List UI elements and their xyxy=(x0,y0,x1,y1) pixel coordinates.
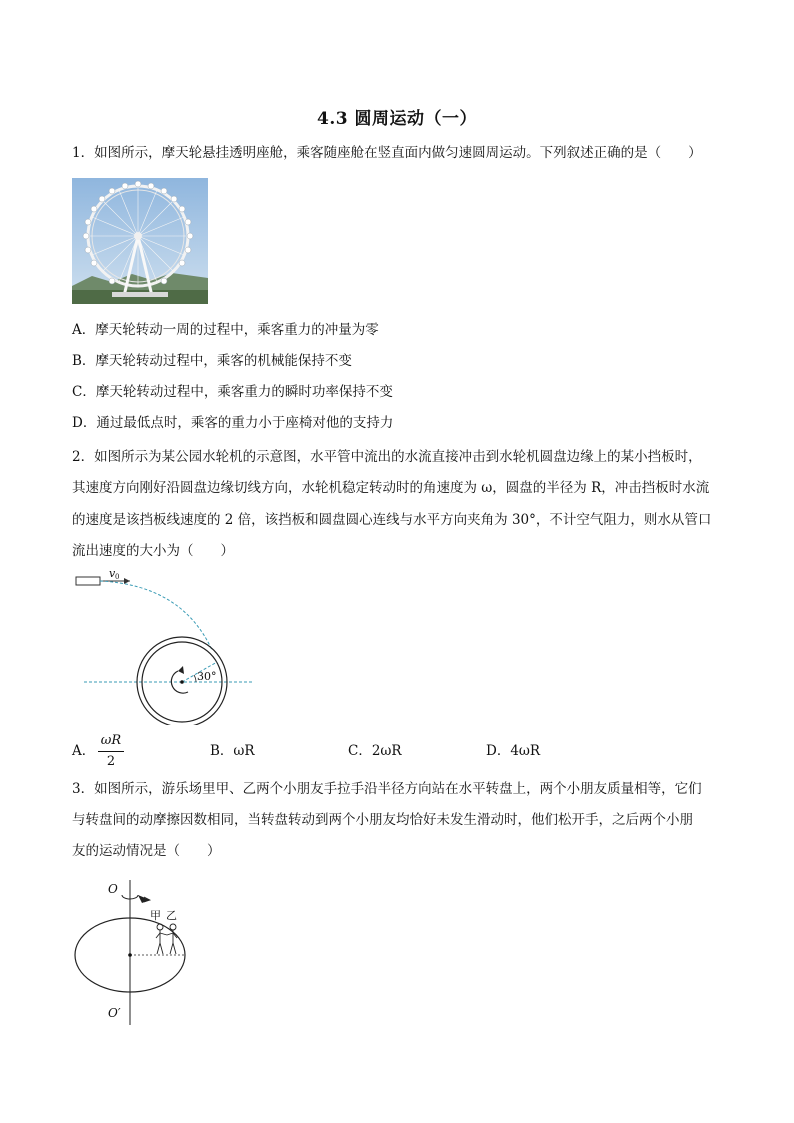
fraction-bar xyxy=(98,751,124,752)
water-wheel-figure xyxy=(72,565,272,729)
q2-line-2: 其速度方向刚好沿圆盘边缘切线方向，水轮机稳定转动时的角速度为 ω，圆盘的半径为 R，冲击挡板时水流 xyxy=(72,480,710,496)
q3-line-1: 3．如图所示，游乐场里甲、乙两个小朋友手拉手沿半径方向站在水平转盘上，两个小朋友质量相等，它们 xyxy=(72,781,702,797)
axis-bottom-label: O′ xyxy=(108,1006,121,1020)
turntable-figure xyxy=(70,875,210,1034)
velocity-label: v xyxy=(109,567,116,580)
fraction-denominator: 2 xyxy=(106,754,116,769)
q3-line-2: 与转盘间的动摩擦因数相同，当转盘转动到两个小朋友均恰好未发生滑动时，他们松开手，之后两个小朋 xyxy=(72,812,693,828)
fraction-numerator: ωR xyxy=(100,733,122,748)
axis-top-label: O xyxy=(108,882,118,896)
q1-option-b: B．摩天轮转动过程中，乘客的机械能保持不变 xyxy=(72,353,352,369)
q1-option-d: D．通过最低点时，乘客的重力小于座椅对他的支持力 xyxy=(72,415,394,431)
q1-option-c: C．摩天轮转动过程中，乘客重力的瞬时功率保持不变 xyxy=(72,384,393,400)
q2-line-4: 流出速度的大小为（ ） xyxy=(72,543,234,559)
page-title: 4.3 圆周运动（一） xyxy=(317,109,477,129)
q1-stem: 1．如图所示，摩天轮悬挂透明座舱，乘客随座舱在竖直面内做匀速圆周运动。下列叙述正确的是（ ） xyxy=(72,145,702,161)
velocity-subscript: 0 xyxy=(115,573,120,581)
kid-b-label: 乙 xyxy=(166,909,177,922)
q2-option-a-prefix: A． xyxy=(72,743,96,759)
q2-line-3: 的速度是该挡板线速度的 2 倍，该挡板和圆盘圆心连线与水平方向夹角为 30°，不计空气阻力，则水从管口 xyxy=(72,512,712,528)
q2-line-1: 2．如图所示为某公园水轮机的示意图，水平管中流出的水流直接冲击到水轮机圆盘边缘上的某小挡板时， xyxy=(72,449,702,465)
q2-option-d: D．4ωR xyxy=(486,743,541,759)
ferris-wheel-photo xyxy=(72,178,208,304)
q2-option-a-fraction xyxy=(98,732,124,771)
q1-option-a: A．摩天轮转动一周的过程中，乘客重力的冲量为零 xyxy=(72,322,379,338)
kid-a-label: 甲 xyxy=(150,909,161,922)
q2-option-b: B．ωR xyxy=(210,743,255,759)
q3-line-3: 友的运动情况是（ ） xyxy=(72,843,221,859)
q2-option-c: C．2ωR xyxy=(348,743,402,759)
angle-label: 30° xyxy=(197,670,217,683)
kid-a-figure xyxy=(156,924,167,954)
